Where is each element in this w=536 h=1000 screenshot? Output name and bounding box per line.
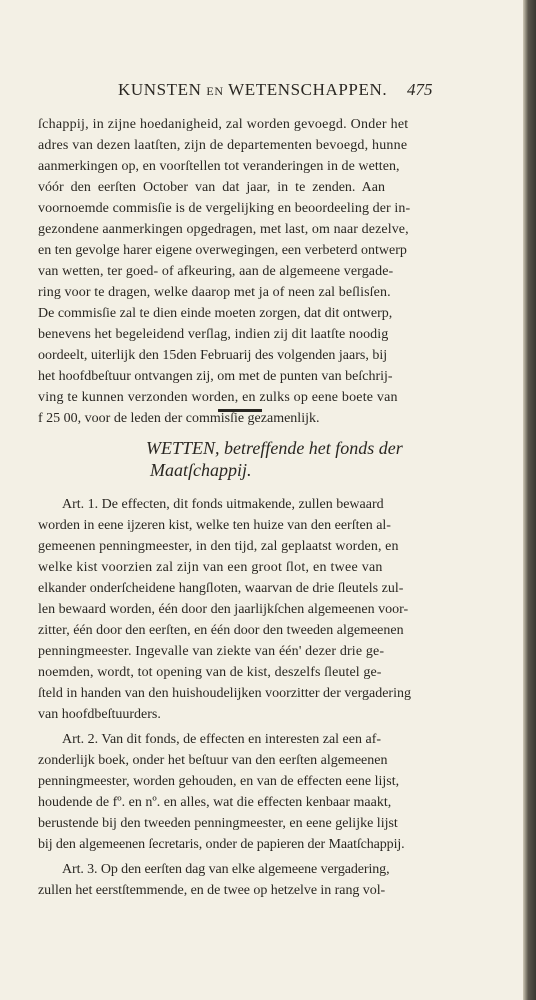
running-header (118, 80, 387, 100)
section-heading-line: WETTEN, betreffende het fonds der (146, 438, 403, 458)
paragraph-line: adres van dezen laatſten, zijn de departementen bevoegd, hunne (38, 138, 408, 153)
paragraph-line: van wetten, ter goed- of afkeuring, aan de algemeene vergade- (38, 264, 394, 279)
page-edge-shadow (523, 0, 536, 1000)
paragraph-line: oordeelt, uiterlijk den 15den Februarij des volgenden jaars, bij (38, 348, 388, 363)
paragraph-line: voornoemde commisſie is de vergelijking en beoordeeling der in- (38, 201, 411, 216)
article-line: penningmeester, worden gehouden, en van de effecten eene lijst, (38, 774, 400, 789)
article-line: elkander onderſcheidene hangſloten, waarvan de drie ſleutels zul- (38, 581, 404, 596)
article-line: ſteld in handen van den huishoudelijken voorzitter der vergadering (38, 686, 411, 701)
article-line: zonderlijk boek, onder het beſtuur van den eerſten algemeenen (38, 753, 388, 768)
article-line: berustende bij den tweeden penningmeester, en eene gelijke lijst (38, 816, 398, 831)
article-line: bij den algemeenen ſecretaris, onder de papieren der Maatſchappij. (38, 837, 405, 852)
paragraph-line: vóór den eerſten October van dat jaar, in te zenden. Aan (38, 180, 385, 195)
page-number: 475 (407, 80, 433, 99)
paragraph-line: ring voor te dragen, welke daarop met ja of neen zal beſlisſen. (38, 285, 391, 300)
article-line: noemden, wordt, tot opening van de kist, deszelfs ſleutel ge- (38, 665, 382, 680)
article-line: zitter, één door den eerſten, en één door den tweeden algemeenen (38, 623, 404, 638)
paragraph-line: het hoofdbeſtuur ontvangen zij, om met de punten van beſchrij- (38, 369, 393, 384)
article-line: houdende de fº. en nº. en alles, wat die effecten kenbaar maakt, (38, 795, 392, 810)
section-heading (146, 437, 403, 481)
header-word-wetenschappen: WETENSCHAPPEN. (228, 80, 388, 99)
article-line: Art. 3. Op den eerſten dag van elke algemeene vergadering, (62, 862, 390, 877)
paragraph-line: gezondene aanmerkingen opgedragen, met last, om naar dezelve, (38, 222, 409, 237)
header-word-kunsten: KUNSTEN (118, 80, 202, 99)
paragraph-line: benevens het begeleidend verſlag, indien zij dit laatſte noodig (38, 327, 389, 342)
article-line: len bewaard worden, één door den jaarlijkſchen algemeenen voor- (38, 602, 409, 617)
article-line: worden in eene ijzeren kist, welke ten huize van den eerſten al- (38, 518, 391, 533)
paragraph-line: De commisſie zal te dien einde moeten zorgen, dat dit ontwerp, (38, 306, 393, 321)
article-line: zullen het eerstſtemmende, en de twee op hetzelve in rang vol- (38, 883, 386, 898)
section-heading-line: Maatſchappij. (150, 460, 252, 480)
paragraph-line: aanmerkingen op, en voorſtellen tot veranderingen in de wetten, (38, 159, 400, 174)
paragraph-line: en ten gevolge harer eigene overwegingen, een verbeterd ontwerp (38, 243, 407, 258)
article-line: van hoofdbeſtuurders. (38, 707, 161, 722)
article-line: Art. 1. De effecten, dit fonds uitmakende, zullen bewaard (62, 497, 384, 512)
article-line: Art. 2. Van dit fonds, de effecten en interesten zal een af- (62, 732, 382, 747)
article-line: welke kist voorzien zal zijn van een groot ſlot, en twee van (38, 560, 383, 575)
article-line: gemeenen penningmeester, in den tijd, zal geplaatst worden, en (38, 539, 399, 554)
paragraph-line-last: f 25 00, voor de leden der commisſie gezamenlijk. (38, 411, 320, 426)
header-word-en: EN (206, 84, 224, 98)
paragraph-line: ſchappij, in zijne hoedanigheid, zal worden gevoegd. Onder het (38, 117, 409, 132)
paragraph-line: ving te kunnen verzonden worden, en zulks op eene boete van (38, 390, 398, 405)
article-line: penningmeester. Ingevalle van ziekte van één' dezer drie ge- (38, 644, 385, 659)
